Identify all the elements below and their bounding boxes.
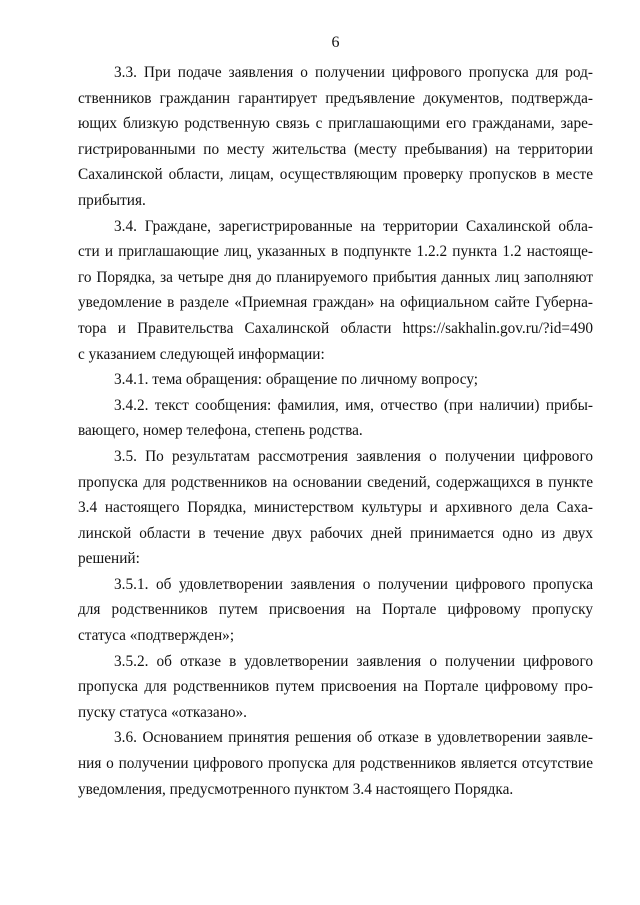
paragraph-line: для родственников путем присвоения на Портале цифровому пропуску bbox=[78, 601, 593, 619]
paragraph-line: сти и приглашающие лиц, указанных в подпункте 1.2.2 пункта 1.2 настояще- bbox=[78, 243, 593, 261]
paragraph-line: статуса «подтвержден»; bbox=[78, 627, 235, 645]
paragraph-line: прибытия. bbox=[78, 191, 146, 209]
paragraph-line: линской области в течение двух рабочих дней принимается одно из двух bbox=[78, 524, 593, 542]
paragraph-3-4-2 bbox=[78, 393, 593, 444]
paragraph-3-3 bbox=[78, 60, 593, 214]
paragraph-3-6 bbox=[78, 725, 593, 802]
paragraph-line: го Порядка, за четыре дня до планируемого прибытия данных лиц заполняют bbox=[78, 268, 593, 286]
paragraph-line: 3.6. Основанием принятия решения об отказе в удовлетворении заявле- bbox=[114, 729, 593, 747]
paragraph-line: ственников гражданин гарантирует предъявление документов, подтвержда- bbox=[78, 89, 593, 107]
paragraph-line: 3.5. По результатам рассмотрения заявления о получении цифрового bbox=[114, 447, 593, 465]
paragraph-line: 3.5.2. об отказе в удовлетворении заявления о получении цифрового bbox=[114, 652, 593, 670]
paragraph-line: вающего, номер телефона, степень родства. bbox=[78, 422, 363, 440]
paragraph-line: 3.5.1. об удовлетворении заявления о получении цифрового пропуска bbox=[114, 575, 593, 593]
paragraph-line: Сахалинской области, лицам, осуществляющим проверку пропусков в месте bbox=[78, 166, 593, 184]
paragraph-line: ющих близкую родственную связь с приглашающими его гражданами, заре- bbox=[78, 115, 593, 133]
paragraph-line: с указанием следующей информации: bbox=[78, 345, 325, 363]
paragraph-line: ния о получении цифрового пропуска для родственников является отсутствие bbox=[78, 755, 593, 773]
paragraph-line: пропуска для родственников на основании сведений, содержащихся в пункте bbox=[78, 473, 593, 491]
paragraph-line: 3.4.1. тема обращения: обращение по личному вопросу; bbox=[114, 371, 479, 389]
paragraph-line: 3.4. Граждане, зарегистрированные на территории Сахалинской обла- bbox=[114, 217, 593, 235]
paragraph-line: уведомления, предусмотренного пунктом 3.4 настоящего Порядка. bbox=[78, 780, 514, 798]
page-number: 6 bbox=[331, 34, 340, 51]
paragraph-line: уведомление в разделе «Приемная граждан» на официальном сайте Губерна- bbox=[78, 294, 593, 312]
paragraph-line: гистрированными по месту жительства (месту пребывания) на территории bbox=[78, 140, 593, 158]
paragraph-line: пропуска для родственников путем присвоения на Портале цифровому про- bbox=[78, 678, 593, 696]
paragraph-line: 3.4 настоящего Порядка, министерством культуры и архивного дела Саха- bbox=[78, 499, 593, 517]
paragraph-line: тора и Правительства Сахалинской области https://sakhalin.gov.ru/?id=490 bbox=[78, 319, 593, 337]
paragraph-line: 3.3. При подаче заявления о получении цифрового пропуска для род- bbox=[114, 64, 593, 81]
paragraph-3-5 bbox=[78, 444, 593, 572]
paragraph-line: решений: bbox=[78, 550, 140, 568]
paragraph-3-5-1 bbox=[78, 572, 593, 649]
document-body bbox=[78, 60, 593, 802]
paragraph-3-5-2 bbox=[78, 649, 593, 726]
paragraph-line: пуску статуса «отказано». bbox=[78, 703, 247, 721]
document-page bbox=[78, 34, 593, 802]
paragraph-3-4-1 bbox=[78, 367, 593, 393]
paragraph-3-4 bbox=[78, 214, 593, 368]
paragraph-line: 3.4.2. текст сообщения: фамилия, имя, отчество (при наличии) прибы- bbox=[114, 396, 593, 414]
